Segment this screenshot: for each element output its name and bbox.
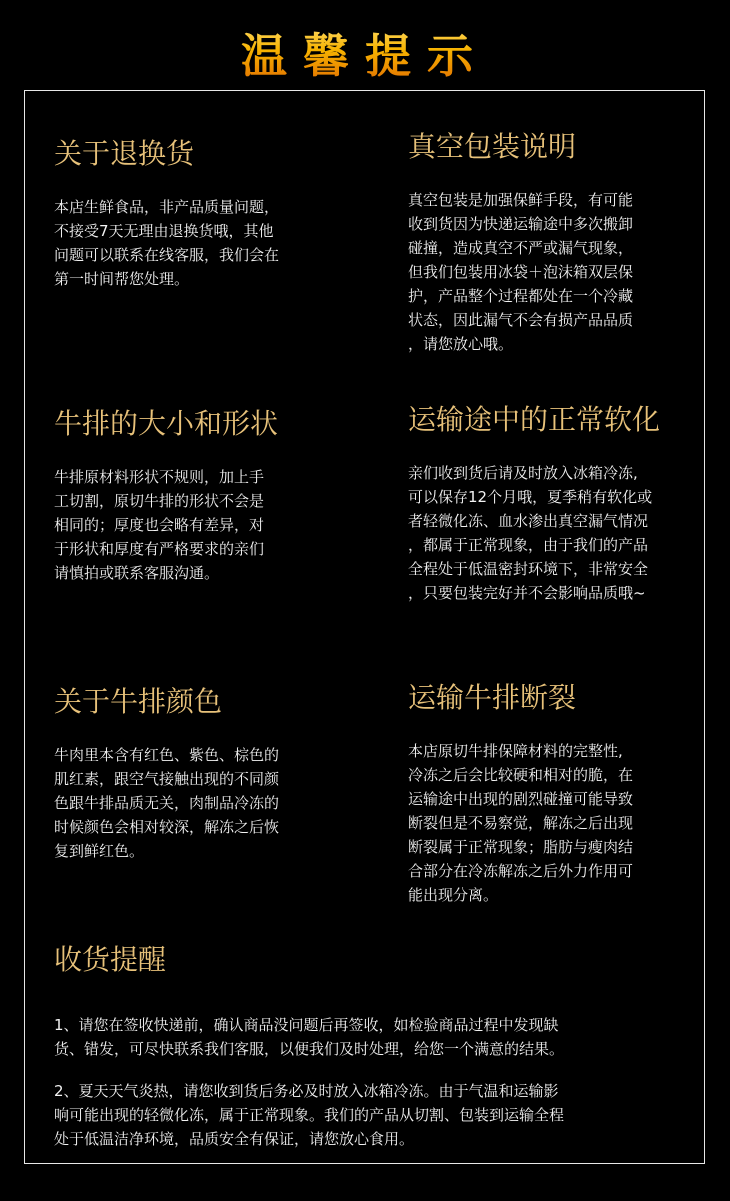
section-title: 关于退换货 [54,137,195,170]
paragraph: 2、夏天天气炎热，请您收到货后务必及时放入冰箱冷冻。由于气温和运输影 响可能出现的轻微化冻，属于正常现象。我们的产品从切割、包装到运输全程 处于低温洁净环境，品质安全有保证，请您放心食用。 [54,1082,565,1148]
section-vacuum [408,130,703,356]
section-breakage [408,681,703,907]
section-title: 牛排的大小和形状 [54,407,279,440]
section-body [54,1013,694,1151]
section-body: 本店原切牛排保障材料的完整性, 冷冻之后会比较硬和相对的脆，在 运输途中出现的剧烈碰撞可能导致 断裂但是不易察觉，解冻之后出现 断裂属于正常现象；脂肪与瘦肉结 合部分在冷冻解冻之后外力作用可 能出现分离。 [408,742,634,904]
section-body: 真空包装是加强保鲜手段，有可能 收到货因为快递运输途中多次搬卸 碰撞，造成真空不严或漏气现象， 但我们包装用冰袋＋泡沫箱双层保 护，产品整个过程都处在一个冷藏 状态，因此漏气不会有损产品品质 ，请您放心哦。 [408,191,634,353]
section-receiving [54,943,694,1169]
section-title: 运输牛排断裂 [408,681,577,714]
section-body: 亲们收到货后请及时放入冰箱冷冻, 可以保存12个月哦，夏季稍有软化或 者轻微化冻、血水渗出真空漏气情况 ，都属于正常现象，由于我们的产品 全程处于低温密封环境下，非常安全 ，只要包装完好并不会影响品质哦~ [408,464,653,602]
section-body: 牛肉里本含有红色、紫色、棕色的 肌红素，跟空气接触出现的不同颜 色跟牛排品质无关，肉制品冷冻的 时候颜色会相对较深，解冻之后恢 复到鲜红色。 [54,746,280,860]
section-body: 牛排原材料形状不规则，加上手 工切割，原切牛排的形状不会是 相同的；厚度也会略有差异，对 于形状和厚度有严格要求的亲们 请慎拍或联系客服沟通。 [54,468,265,582]
section-size-shape [54,407,344,585]
section-color [54,685,344,863]
section-returns [54,137,344,291]
section-body: 本店生鲜食品，非产品质量问题， 不接受7天无理由退换货哦，其他 问题可以联系在线客服，我们会在 第一时间帮您处理。 [54,198,280,288]
section-title: 真空包装说明 [408,130,577,163]
page-title: 温馨提示 [0,20,730,86]
section-title: 收货提醒 [54,943,167,976]
paragraph: 1、请您在签收快递前，确认商品没问题后再签收，如检验商品过程中发现缺 货、错发，可尽快联系我们客服，以便我们及时处理，给您一个满意的结果。 [54,1016,565,1058]
section-title: 关于牛排颜色 [54,685,223,718]
section-title: 运输途中的正常软化 [408,403,661,436]
section-softening [408,403,703,605]
